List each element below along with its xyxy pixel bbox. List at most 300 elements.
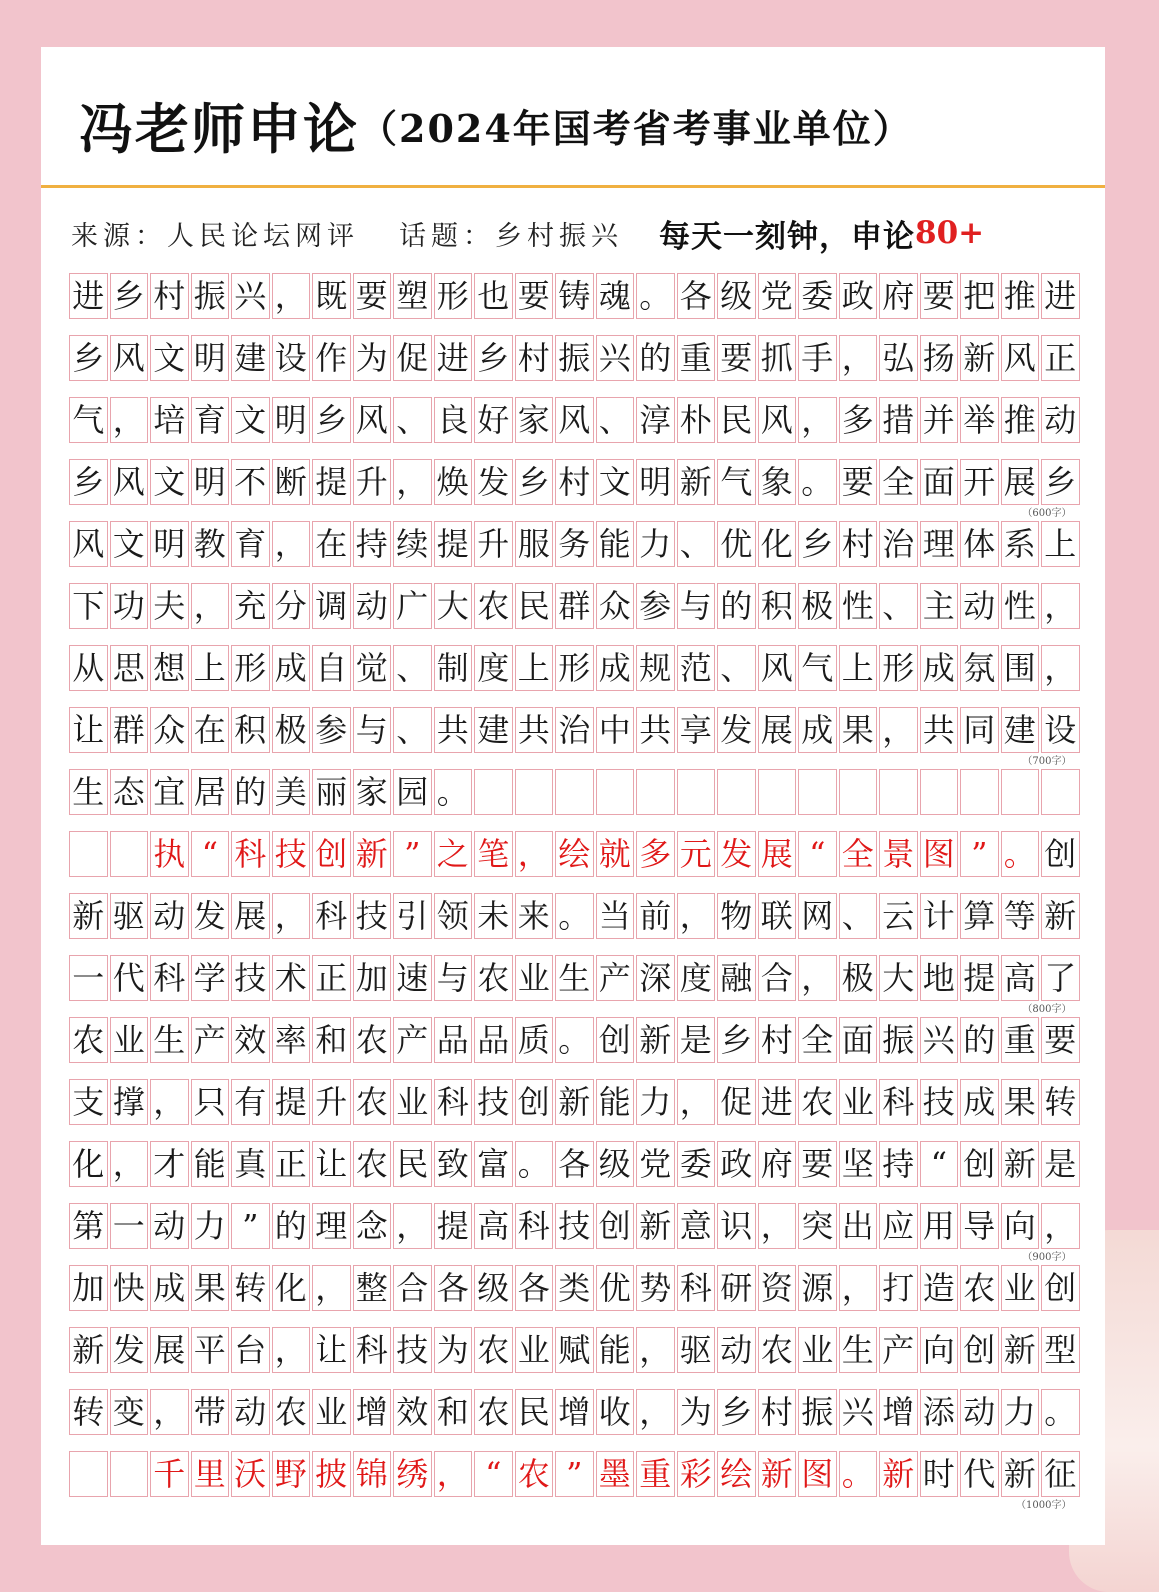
grid-row-cells [69,1265,1082,1311]
grid-cell: 气 [717,459,756,505]
grid-cell: 能 [191,1141,230,1187]
grid-cell: 。 [555,893,594,939]
grid-cell: 府 [758,1141,797,1187]
grid-cell: 园 [393,769,432,815]
grid-cell: 千 [150,1451,189,1497]
grid-cell: 振 [879,1017,918,1063]
grid-cell: ， [636,1327,675,1373]
grid-cell: 。 [555,1017,594,1063]
grid-cell: 重 [1001,1017,1040,1063]
grid-row-cells [69,273,1082,319]
grid-cell: 乡 [474,335,513,381]
grid-cell: 设 [1041,707,1080,753]
grid-cell: 展 [150,1327,189,1373]
grid-cell: 绣 [393,1451,432,1497]
grid-cell: 象 [758,459,797,505]
grid-cell: 效 [231,1017,270,1063]
grid-cell: 业 [110,1017,149,1063]
grid-cell: 群 [555,583,594,629]
grid-cell: 收 [596,1389,635,1435]
grid-cell: 里 [191,1451,230,1497]
grid-cell: 新 [677,459,716,505]
grid-cell [110,831,149,877]
grid-cell: 坚 [839,1141,878,1187]
grid-cell [555,769,594,815]
grid-cell: 治 [555,707,594,753]
grid-cell: 墨 [596,1451,635,1497]
grid-cell: 参 [312,707,351,753]
grid-cell: 算 [960,893,999,939]
grid-cell: 明 [272,397,311,443]
grid-cell: 持 [879,1141,918,1187]
grid-cell: 技 [393,1327,432,1373]
grid-cell: 提 [960,955,999,1001]
grid-cell: 展 [1001,459,1040,505]
grid-cell: 源 [798,1265,837,1311]
grid-row [69,521,1082,583]
grid-cell: ， [515,831,554,877]
grid-row [69,583,1082,645]
grid-cell: 平 [191,1327,230,1373]
grid-cell: 要 [920,273,959,319]
grid-cell: ” [555,1451,594,1497]
grid-cell: 的 [231,769,270,815]
grid-cell: 生 [150,1017,189,1063]
grid-cell: 产 [393,1017,432,1063]
grid-cell: 转 [1041,1079,1080,1125]
grid-cell: 才 [150,1141,189,1187]
grid-cell: 用 [920,1203,959,1249]
grid-cell: 不 [231,459,270,505]
grid-cell: 农 [353,1079,392,1125]
grid-cell: 动 [960,1389,999,1435]
grid-cell: 各 [555,1141,594,1187]
grid-cell: 乡 [717,1017,756,1063]
grid-cell [636,769,675,815]
grid-cell: 披 [312,1451,351,1497]
grid-cell: 文 [150,335,189,381]
grid-cell: 展 [231,893,270,939]
grid-cell: 产 [879,1327,918,1373]
grid-cell: 态 [110,769,149,815]
grid-row-cells [69,831,1082,877]
grid-cell: 新 [1001,1451,1040,1497]
grid-cell: 大 [879,955,918,1001]
grid-cell: 兴 [231,273,270,319]
grid-cell: 氛 [960,645,999,691]
grid-cell: 乡 [515,459,554,505]
grid-cell: 彩 [677,1451,716,1497]
grid-cell: 各 [677,273,716,319]
grid-cell: 共 [434,707,473,753]
grid-cell: 淳 [636,397,675,443]
grid-cell: 创 [1041,831,1080,877]
grid-row-cells [69,583,1082,629]
grid-cell: 享 [677,707,716,753]
grid-cell: 技 [231,955,270,1001]
grid-cell: 高 [1001,955,1040,1001]
grid-cell: 民 [393,1141,432,1187]
grid-cell: 动 [717,1327,756,1373]
grid-cell: 要 [839,459,878,505]
grid-cell: 展 [758,831,797,877]
grid-cell: 了 [1041,955,1080,1001]
grid-cell: 绘 [555,831,594,877]
grid-cell: 级 [596,1141,635,1187]
grid-cell: 新 [555,1079,594,1125]
grid-cell: 新 [879,1451,918,1497]
grid-cell: 让 [312,1141,351,1187]
grid-cell: “ [191,831,230,877]
grid-cell: ， [839,335,878,381]
grid-cell: 众 [596,583,635,629]
grid-row [69,1017,1082,1079]
grid-cell: 创 [960,1327,999,1373]
grid-cell: 导 [960,1203,999,1249]
grid-cell: 科 [353,1327,392,1373]
grid-cell: 要 [798,1141,837,1187]
grid-cell: 塑 [393,273,432,319]
grid-cell: 沃 [231,1451,270,1497]
grid-cell: 众 [150,707,189,753]
grid-cell: 动 [1041,397,1080,443]
grid-cell: 动 [353,583,392,629]
grid-cell: 开 [960,459,999,505]
grid-cell: 上 [191,645,230,691]
grid-cell: 能 [596,1327,635,1373]
grid-cell: 创 [596,1203,635,1249]
grid-cell: 多 [636,831,675,877]
grid-cell: 兴 [839,1389,878,1435]
topic-label: 话题：乡村振兴 [399,220,623,252]
grid-cell: 为 [434,1327,473,1373]
grid-cell: ， [393,1203,432,1249]
grid-cell: 业 [1001,1265,1040,1311]
grid-cell: 化 [69,1141,108,1187]
grid-cell: 化 [758,521,797,567]
grid-cell: 形 [231,645,270,691]
grid-cell: 网 [798,893,837,939]
grid-cell: “ [798,831,837,877]
grid-cell: 下 [69,583,108,629]
grid-cell: 地 [920,955,959,1001]
grid-cell: 。 [1001,831,1040,877]
grid-cell: 文 [150,459,189,505]
grid-cell: 觉 [353,645,392,691]
grid-cell: 生 [839,1327,878,1373]
title-subtitle: （2024年国考省考事业单位） [359,105,913,151]
grid-cell: 产 [596,955,635,1001]
grid-cell: 振 [191,273,230,319]
grid-cell: 业 [839,1079,878,1125]
grid-row-cells [69,645,1082,691]
grid-cell: 铸 [555,273,594,319]
score-badge: 80+ [915,215,985,251]
grid-cell: 乡 [69,335,108,381]
grid-cell: 进 [69,273,108,319]
grid-cell: 。 [434,769,473,815]
grid-cell: 发 [474,459,513,505]
grid-cell: 民 [515,583,554,629]
grid-row [69,645,1082,707]
grid-cell: 主 [920,583,959,629]
grid-cell: 上 [515,645,554,691]
grid-cell: 动 [150,893,189,939]
grid-cell: 风 [758,645,797,691]
grid-cell: 风 [110,335,149,381]
grid-cell: 朴 [677,397,716,443]
grid-cell: 造 [920,1265,959,1311]
grid-cell: 之 [434,831,473,877]
grid-cell: 新 [636,1017,675,1063]
grid-cell: 质 [515,1017,554,1063]
grid-cell: 联 [758,893,797,939]
grid-cell: 良 [434,397,473,443]
grid-cell: 领 [434,893,473,939]
grid-cell: 云 [879,893,918,939]
grid-cell: 动 [150,1203,189,1249]
grid-cell [839,769,878,815]
grid-cell [110,1451,149,1497]
grid-cell: ， [393,459,432,505]
grid-cell: 来 [515,893,554,939]
grid-cell: 农 [758,1327,797,1373]
grid-cell: 教 [191,521,230,567]
grid-cell: 体 [960,521,999,567]
grid-cell: 带 [191,1389,230,1435]
grid-cell: 建 [1001,707,1040,753]
grid-cell: ， [272,893,311,939]
grid-row-cells [69,459,1082,505]
grid-cell: 魂 [596,273,635,319]
writing-grid [69,273,1082,1513]
grid-cell: 计 [920,893,959,939]
grid-cell: 科 [231,831,270,877]
grid-cell: 培 [150,397,189,443]
grid-cell: 中 [596,707,635,753]
grid-cell: 大 [434,583,473,629]
grid-cell: 科 [150,955,189,1001]
grid-cell: 要 [515,273,554,319]
grid-cell: 重 [636,1451,675,1497]
grid-cell: 打 [879,1265,918,1311]
grid-cell: 进 [1041,273,1080,319]
grid-cell: 率 [272,1017,311,1063]
grid-cell: 服 [515,521,554,567]
grid-cell: 向 [1001,1203,1040,1249]
grid-cell: 明 [150,521,189,567]
grid-cell: 村 [150,273,189,319]
grid-cell: 成 [150,1265,189,1311]
grid-cell: 。 [515,1141,554,1187]
grid-cell: 技 [272,831,311,877]
grid-cell: 化 [272,1265,311,1311]
grid-cell: 调 [312,583,351,629]
grid-cell: 围 [1001,645,1040,691]
grid-cell: 规 [636,645,675,691]
grid-cell: 度 [474,645,513,691]
grid-cell: 性 [839,583,878,629]
grid-cell: 驱 [110,893,149,939]
essay-paper [41,47,1105,1545]
grid-cell: ， [1041,645,1080,691]
grid-row [69,955,1082,1017]
grid-cell: 提 [434,1203,473,1249]
grid-cell: 上 [1041,521,1080,567]
grid-cell: 执 [150,831,189,877]
grid-cell: 治 [879,521,918,567]
grid-cell: 向 [920,1327,959,1373]
grid-cell: 物 [717,893,756,939]
grid-row-cells [69,1451,1082,1497]
grid-cell: 科 [879,1079,918,1125]
grid-cell: 效 [393,1389,432,1435]
grid-cell: 转 [231,1265,270,1311]
grid-cell: 进 [758,1079,797,1125]
grid-cell: 理 [920,521,959,567]
grid-cell: ， [150,1389,189,1435]
grid-cell: 范 [677,645,716,691]
grid-cell: 、 [393,707,432,753]
grid-cell: 技 [353,893,392,939]
grid-cell: 上 [839,645,878,691]
grid-cell: 农 [515,1451,554,1497]
grid-cell [717,769,756,815]
grid-cell: 委 [677,1141,716,1187]
grid-cell: 一 [110,1203,149,1249]
grid-cell: 也 [474,273,513,319]
grid-cell: 与 [677,583,716,629]
grid-cell: 同 [960,707,999,753]
grid-cell: 焕 [434,459,473,505]
grid-cell: 府 [879,273,918,319]
grid-cell: 科 [677,1265,716,1311]
grid-cell: 能 [596,521,635,567]
grid-cell: 农 [798,1079,837,1125]
grid-cell: 推 [1001,273,1040,319]
word-count-marker: （900字） [1022,1252,1072,1263]
grid-cell: 新 [353,831,392,877]
grid-cell: 野 [272,1451,311,1497]
grid-cell [69,831,108,877]
grid-cell: 面 [920,459,959,505]
grid-cell: 农 [353,1141,392,1187]
grid-cell: 育 [231,521,270,567]
grid-cell: 成 [798,707,837,753]
grid-cell: 明 [191,459,230,505]
grid-cell: 和 [434,1389,473,1435]
grid-cell: 形 [434,273,473,319]
grid-cell: 、 [717,645,756,691]
grid-cell: 要 [1041,1017,1080,1063]
grid-cell: 业 [312,1389,351,1435]
grid-cell: 力 [636,1079,675,1125]
grid-cell: 展 [758,707,797,753]
grid-cell: 科 [312,893,351,939]
grid-row [69,1451,1082,1513]
grid-cell: 识 [717,1203,756,1249]
grid-cell: 台 [231,1327,270,1373]
grid-cell: 村 [839,521,878,567]
grid-cell: 加 [69,1265,108,1311]
grid-cell: 各 [515,1265,554,1311]
grid-cell: 正 [272,1141,311,1187]
grid-cell: 。 [798,459,837,505]
grid-cell: 广 [393,583,432,629]
grid-cell: 形 [555,645,594,691]
grid-row-cells [69,521,1082,567]
grid-cell: 民 [515,1389,554,1435]
grid-cell: 促 [393,335,432,381]
grid-cell: 锦 [353,1451,392,1497]
grid-cell: ” [231,1203,270,1249]
grid-cell: 、 [677,521,716,567]
grid-cell: 科 [515,1203,554,1249]
grid-cell: 未 [474,893,513,939]
grid-row-cells [69,893,1082,939]
grid-cell: 生 [69,769,108,815]
grid-cell: 乡 [69,459,108,505]
grid-cell: 推 [1001,397,1040,443]
grid-cell: 农 [474,583,513,629]
grid-cell: 农 [474,955,513,1001]
grid-cell: 型 [1041,1327,1080,1373]
grid-row-cells [69,1203,1082,1249]
grid-cell: 应 [879,1203,918,1249]
grid-cell: 并 [920,397,959,443]
daily-slogan: 每天一刻钟，申论 [659,218,915,255]
grid-cell: 图 [798,1451,837,1497]
grid-cell: 农 [272,1389,311,1435]
grid-cell: 文 [110,521,149,567]
grid-cell: 优 [717,521,756,567]
grid-cell: 乡 [717,1389,756,1435]
grid-cell: 新 [69,1327,108,1373]
grid-cell: 增 [555,1389,594,1435]
grid-cell: 合 [393,1265,432,1311]
grid-cell: ， [434,1451,473,1497]
grid-cell: 第 [69,1203,108,1249]
grid-cell: 学 [191,955,230,1001]
grid-cell: 发 [717,831,756,877]
grid-cell [596,769,635,815]
grid-cell: 抓 [758,335,797,381]
grid-cell: 措 [879,397,918,443]
grid-cell: ， [110,1141,149,1187]
grid-cell: 极 [798,583,837,629]
grid-cell: 断 [272,459,311,505]
grid-cell: 面 [839,1017,878,1063]
grid-cell: 业 [798,1327,837,1373]
grid-row [69,273,1082,335]
grid-cell: 风 [353,397,392,443]
grid-cell: 创 [596,1017,635,1063]
grid-cell: 乡 [312,397,351,443]
grid-cell: 技 [920,1079,959,1125]
grid-cell: 创 [1041,1265,1080,1311]
grid-cell: 果 [839,707,878,753]
grid-cell: ， [677,1079,716,1125]
grid-cell: 的 [636,335,675,381]
grid-cell: 创 [960,1141,999,1187]
grid-cell: 突 [798,1203,837,1249]
title-main: 冯老师申论 [79,96,359,161]
grid-cell: 、 [839,893,878,939]
grid-cell: 党 [758,273,797,319]
grid-row-cells [69,707,1082,753]
grid-cell: ， [839,1265,878,1311]
grid-cell: 成 [960,1079,999,1125]
